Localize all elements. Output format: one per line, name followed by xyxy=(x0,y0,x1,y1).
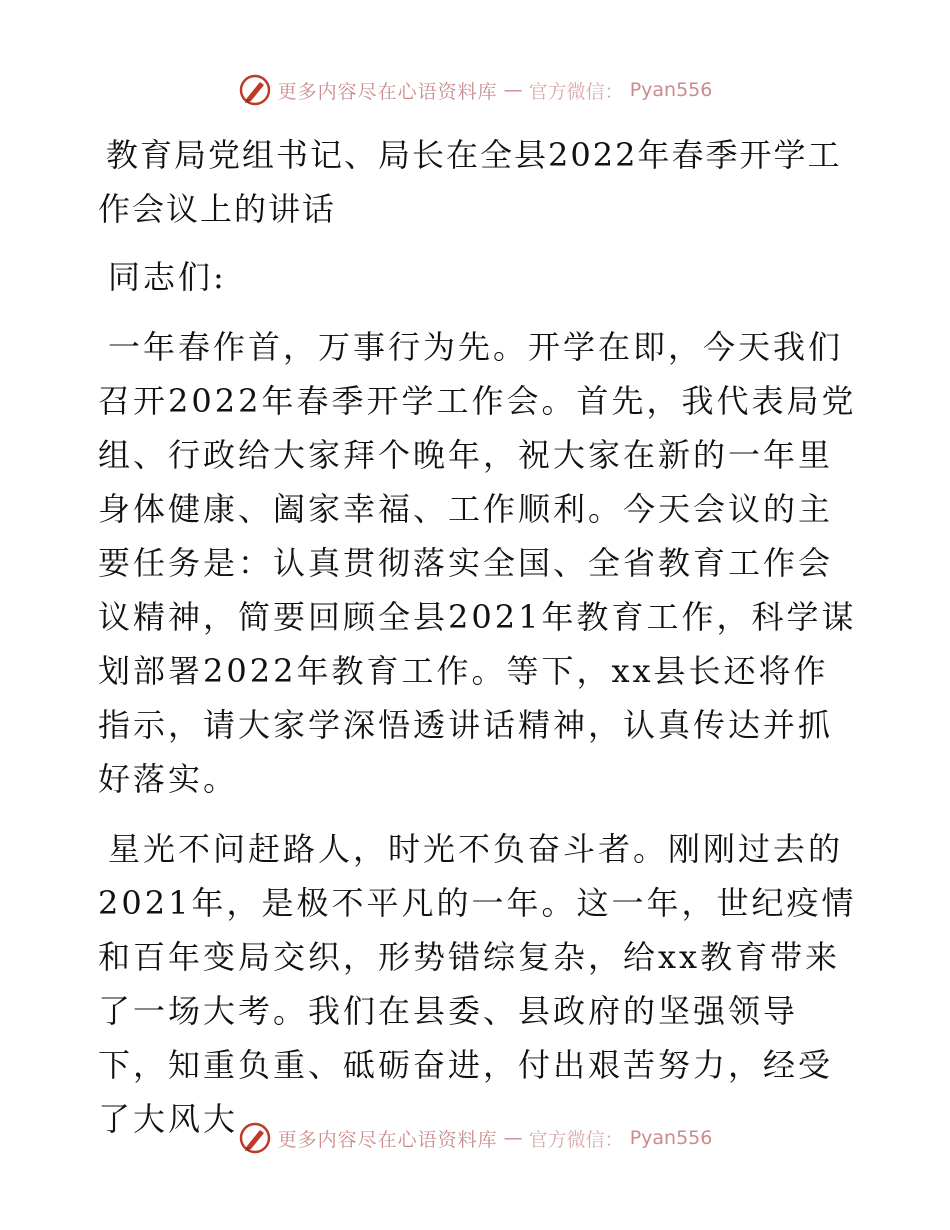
watermark-main-text: 更多内容尽在心语资料库 xyxy=(277,1128,498,1151)
document-body xyxy=(98,128,858,1162)
header-watermark xyxy=(0,70,950,110)
pen-logo-icon xyxy=(238,1121,272,1155)
body-paragraph: 一年春作首，万事行为先。开学在即，今天我们召开2022年春季开学工作会。首先，我代表局党组、行政给大家拜个晚年，祝大家在新的一年里身体健康、阖家幸福、工作顺利。今天会议的主要任务是：认真贯彻落实全国、全省教育工作会议精神，简要回顾全县2021年教育工作，科学谋划部署2022年教育工作。等下，xx县长还将作指示，请大家学深悟透讲话精神，认真传达并抓好落实。 xyxy=(98,328,857,798)
footer-watermark xyxy=(0,1118,950,1158)
watermark-separator: — xyxy=(503,1127,523,1149)
watermark-wechat-id: Pyan556 xyxy=(629,79,713,101)
watermark-wechat-label: 官方微信： xyxy=(528,80,624,103)
body-paragraph: 星光不问赶路人，时光不负奋斗者。刚刚过去的2021年，是极不平凡的一年。这一年，世纪疫情和百年变局交织，形势错综复杂，给xx教育带来了一场大考。我们在县委、县政府的坚强领导下，知重负重、砥砺奋进，付出艰苦努力，经受了大风大 xyxy=(98,830,857,1138)
document-title: 教育局党组书记、局长在全县2022年春季开学工作会议上的讲话 xyxy=(98,136,842,228)
watermark-wechat-label: 官方微信： xyxy=(528,1128,624,1151)
watermark-wechat-id: Pyan556 xyxy=(629,1127,713,1149)
watermark-separator: — xyxy=(503,79,523,101)
watermark-main-text: 更多内容尽在心语资料库 xyxy=(277,80,498,103)
salutation-paragraph: 同志们: xyxy=(108,258,227,296)
pen-logo-icon xyxy=(238,73,272,107)
